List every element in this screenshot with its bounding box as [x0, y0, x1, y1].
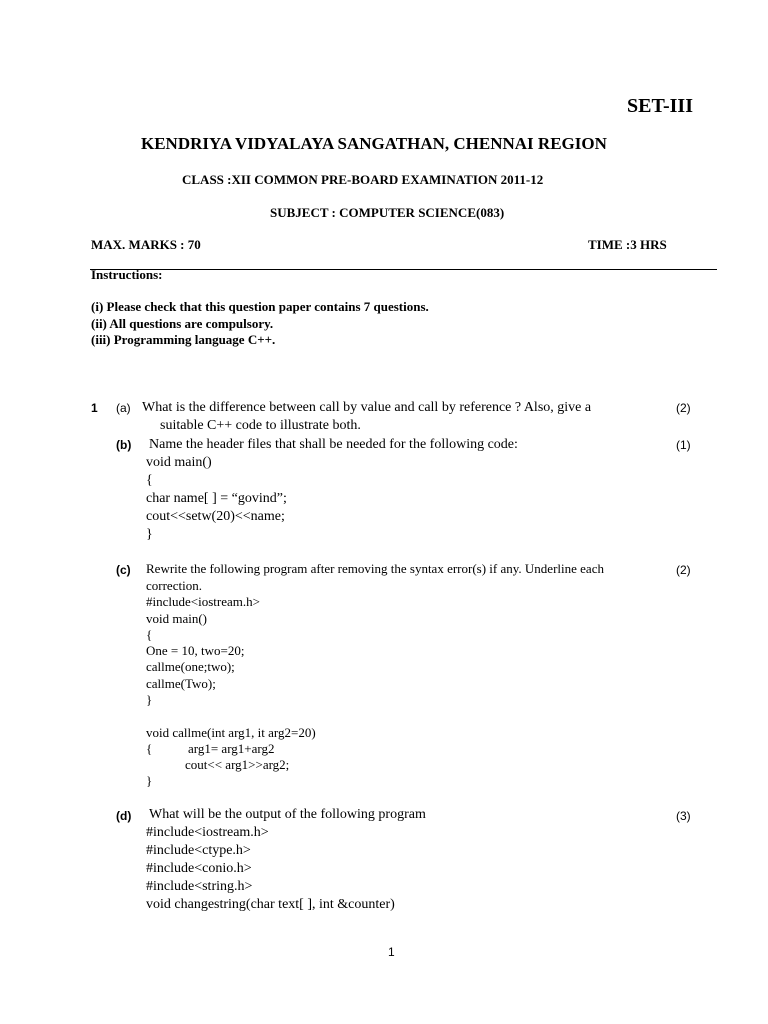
code-line: #include<conio.h>: [146, 861, 252, 876]
code-line: #include<string.h>: [146, 879, 253, 894]
question-text: What will be the output of the following program: [149, 807, 426, 822]
code-line: {: [146, 473, 153, 488]
exam-title: CLASS :XII COMMON PRE-BOARD EXAMINATION 2011-12: [182, 172, 544, 187]
code-line: char name[ ] = “govind”;: [146, 491, 287, 506]
code-line: callme(Two);: [146, 676, 216, 691]
max-marks: MAX. MARKS : 70: [91, 237, 201, 252]
code-line: #include<ctype.h>: [146, 843, 251, 858]
marks: (2): [676, 401, 691, 415]
question-text: Name the header files that shall be needed for the following code:: [149, 437, 518, 452]
instructions-heading: Instructions:: [91, 267, 163, 282]
page-number: 1: [388, 945, 395, 959]
part-label: (a): [116, 401, 131, 415]
part-label: (c): [116, 563, 131, 577]
marks: (3): [676, 809, 691, 823]
code-line: cout<< arg1>>arg2;: [146, 757, 290, 772]
code-line: void main(): [146, 611, 208, 626]
code-line: #include<iostream.h>: [146, 825, 269, 840]
organization-title: KENDRIYA VIDYALAYA SANGATHAN, CHENNAI REGION: [141, 134, 607, 153]
set-label: SET-III: [627, 95, 693, 117]
code-line: }: [146, 773, 153, 788]
question-number: 1: [91, 401, 98, 415]
instruction-item: (iii) Programming language C++.: [91, 332, 276, 347]
question-text: correction.: [146, 578, 202, 593]
subject-title: SUBJECT : COMPUTER SCIENCE(083): [270, 205, 505, 220]
time-allowed: TIME :3 HRS: [588, 237, 667, 252]
code-line: void callme(int arg1, it arg2=20): [146, 725, 316, 740]
question-text: Rewrite the following program after removing the syntax error(s) if any. Underline each: [146, 561, 604, 576]
marks: (2): [676, 563, 691, 577]
code-line: cout<<setw(20)<<name;: [146, 509, 285, 524]
part-label: (d): [116, 809, 132, 823]
code-line: One = 10, two=20;: [146, 643, 245, 658]
code-line: void changestring(char text[ ], int &counter): [146, 897, 395, 912]
code-line: callme(one;two);: [146, 659, 235, 674]
code-line: }: [146, 527, 153, 542]
code-line: }: [146, 692, 153, 707]
instruction-item: (ii) All questions are compulsory.: [91, 316, 274, 331]
instruction-item: (i) Please check that this question paper contains 7 questions.: [91, 299, 429, 314]
question-text: suitable C++ code to illustrate both.: [160, 418, 361, 433]
question-text: What is the difference between call by value and call by reference ? Also, give a: [142, 400, 592, 415]
code-line: void main(): [146, 455, 212, 470]
marks: (1): [676, 438, 691, 452]
part-label: (b): [116, 438, 132, 452]
code-line: { arg1= arg1+arg2: [146, 741, 275, 756]
header-divider: [90, 269, 717, 270]
code-line: #include<iostream.h>: [146, 594, 260, 609]
code-line: {: [146, 627, 153, 642]
